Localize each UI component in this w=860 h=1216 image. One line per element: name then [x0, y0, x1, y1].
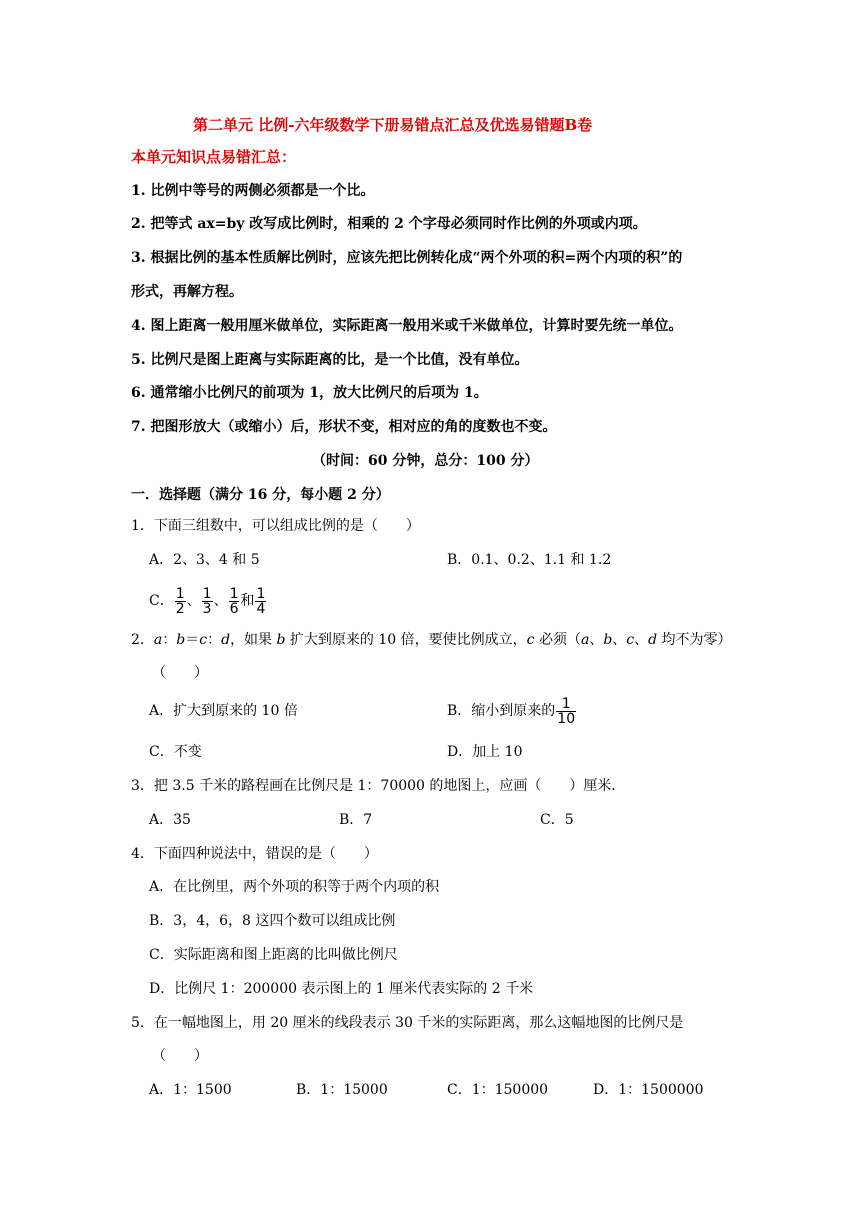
text: ＝: [185, 632, 200, 648]
q2-option-a: A．扩大到原来的 10 倍: [149, 703, 298, 719]
fraction: [175, 587, 186, 616]
q2-option-b: [447, 693, 577, 729]
q2-stem: [131, 630, 732, 650]
q5-option-c: C．1：150000: [447, 1082, 549, 1098]
denominator: 10: [557, 710, 576, 727]
fraction: [556, 697, 576, 726]
time-note: （时间：60 分钟，总分：100 分）: [312, 453, 539, 469]
point-7: 7. 把图形放大（或缩小）后，形状不变，相对应的角的度数也不变。: [131, 419, 557, 435]
text: 扩大到原来的 10 倍，要使比例成立，: [285, 632, 527, 648]
denominator: 6: [229, 600, 239, 617]
q5-paren: （ ）: [152, 1048, 208, 1064]
q3-stem: 3．把 3.5 千米的路程画在比例尺是 1：70000 的地图上，应画（ ）厘米．: [131, 778, 626, 794]
text: ，如果: [230, 632, 277, 648]
q2-b-label: B．缩小到原来的: [447, 703, 556, 719]
point-2: 2. 把等式 ax=by 改写成比例时，相乘的 2 个字母必须同时作比例的外项或内项。: [131, 216, 647, 232]
numerator: 1: [202, 585, 212, 602]
numerator: 1: [175, 585, 185, 602]
q4-option-c: C．实际距离和图上距离的比叫做比例尺: [149, 947, 398, 963]
q5-option-a: A．1：1500: [149, 1082, 232, 1098]
text: ：: [207, 632, 222, 648]
var: b: [603, 632, 613, 648]
text: 、: [612, 632, 627, 648]
numerator: 1: [561, 695, 571, 712]
text: 、: [634, 632, 649, 648]
fraction: [229, 587, 240, 616]
fraction: [255, 587, 266, 616]
section-subtitle: 本单元知识点易错汇总：: [131, 148, 297, 166]
q1-stem: 1．下面三组数中，可以组成比例的是（ ）: [131, 518, 420, 534]
var: d: [648, 632, 658, 648]
q4-stem: 4．下面四种说法中，错误的是（ ）: [131, 846, 378, 862]
q4-option-d: D．比例尺 1：200000 表示图上的 1 厘米代表实际的 2 千米: [149, 981, 534, 997]
q2-paren: （ ）: [152, 665, 208, 681]
conjunction: 和: [240, 593, 255, 609]
text: 均不为零）: [657, 632, 732, 648]
q4-option-b: B．3，4，6，8 这四个数可以组成比例: [149, 913, 396, 929]
var: d: [221, 632, 231, 648]
document-title: 第二单元 比例-六年级数学下册易错点汇总及优选易错题B卷: [193, 116, 593, 134]
text: ：: [162, 632, 177, 648]
denominator: 4: [256, 600, 266, 617]
var: b: [176, 632, 186, 648]
q3-option-a: A．35: [149, 812, 191, 828]
q2-number: 2．: [131, 632, 154, 648]
var: c: [526, 632, 535, 648]
var: c: [626, 632, 635, 648]
q5-option-b: B．1：15000: [296, 1082, 388, 1098]
q3-option-c: C．5: [540, 812, 574, 828]
point-3: 3. 根据比例的基本性质解比例时，应该先把比例转化成“两个外项的积=两个内项的积”的: [131, 250, 683, 266]
text: 、: [589, 632, 604, 648]
q1-option-b: B．0.1、0.2、1.1 和 1.2: [447, 552, 612, 568]
denominator: 2: [175, 600, 185, 617]
numerator: 1: [256, 585, 266, 602]
point-6: 6. 通常缩小比例尺的前项为 1，放大比例尺的后项为 1。: [131, 385, 488, 401]
var: c: [199, 632, 208, 648]
q2-option-d: D．加上 10: [447, 744, 523, 760]
q5-option-d: D．1：1500000: [593, 1082, 704, 1098]
var: a: [580, 632, 590, 648]
point-3-cont: 形式，再解方程。: [131, 284, 243, 300]
separator: 、: [186, 593, 201, 609]
fraction: [202, 587, 213, 616]
var: a: [153, 632, 163, 648]
q1-option-a: A．2、3、4 和 5: [149, 552, 260, 568]
q1-c-prefix: C．: [149, 593, 174, 609]
point-4: 4. 图上距离一般用厘米做单位，实际距离一般用米或千米做单位，计算时要先统一单位。: [131, 318, 683, 334]
q4-option-a: A．在比例里，两个外项的积等于两个内项的积: [149, 879, 440, 895]
denominator: 3: [202, 600, 212, 617]
numerator: 1: [229, 585, 239, 602]
section-heading: 一．选择题（满分 16 分，每小题 2 分）: [131, 487, 390, 503]
point-1: 1. 比例中等号的两侧必须都是一个比。: [131, 183, 375, 199]
text: 必须（: [534, 632, 581, 648]
q2-option-c: C．不变: [149, 744, 202, 760]
q1-option-c: [149, 583, 267, 619]
point-5: 5. 比例尺是图上距离与实际距离的比，是一个比值，没有单位。: [131, 352, 529, 368]
var: b: [276, 632, 286, 648]
q3-option-b: B．7: [339, 812, 373, 828]
q5-stem: 5．在一幅地图上，用 20 厘米的线段表示 30 千米的实际距离，那么这幅地图的比例尺是: [131, 1015, 684, 1031]
separator: 、: [213, 593, 228, 609]
